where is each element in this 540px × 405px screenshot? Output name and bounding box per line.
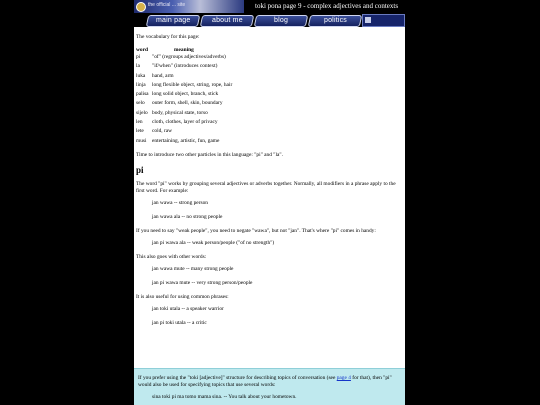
vocab-header-word: word — [136, 46, 148, 53]
tip-example: sina toki pi ma tomo mama sina. -- You talk about your hometown. — [152, 394, 297, 400]
vocab-header-meaning: meaning — [174, 46, 194, 53]
page-title: toki pona page 9 - complex adjectives and contexts — [255, 2, 399, 10]
vocab-row: palisa long solid object, branch, stick — [136, 91, 219, 98]
logo-label: the official ... site — [148, 2, 186, 8]
site-logo[interactable] — [134, 0, 244, 13]
vocab-row: selo outer form, shell, skin, boundary — [136, 100, 223, 107]
broken-image-icon — [365, 17, 371, 23]
section-heading-pi: pi — [136, 164, 144, 175]
nav-blog[interactable]: blog — [254, 15, 309, 27]
vocab-row: la "if/when" (introduces context) — [136, 63, 218, 70]
pi-paragraph: The word "pi" works by grouping several adjectives or adverbs together. Normally, all modifiers in a phrase apply to the first word. For example: — [136, 180, 396, 194]
example-line: jan toki utala -- a speaker warrior — [152, 305, 224, 312]
example-line: jan wawa mute -- many strong people — [152, 265, 234, 272]
example-line: jan wawa ala -- no strong people — [152, 213, 223, 220]
example-line: jan pi wawa ala -- weak person/people ("of no strength") — [152, 239, 275, 246]
banner — [134, 0, 405, 13]
vocab-row: sijelo body, physical state, torso — [136, 109, 208, 116]
page-4-link[interactable]: page 4 — [336, 375, 351, 381]
pi-paragraph: It is also useful for using common phrases: — [136, 293, 229, 300]
nav-bar — [134, 13, 405, 27]
vocab-row: lete cold, raw — [136, 128, 173, 135]
emblem-icon — [136, 2, 146, 12]
vocab-row: len cloth, clothes, layer of privacy — [136, 119, 218, 126]
vocab-row: musi entertaining, artistic, fun, game — [136, 137, 220, 144]
main-content — [134, 27, 405, 405]
page-frame — [134, 0, 405, 405]
tip-box — [134, 368, 405, 405]
nav-about-me[interactable]: about me — [200, 15, 255, 27]
pi-paragraph: If you need to say "weak people", you need to negate "wawa", but not "jan". That's where "pi" comes in handy: — [136, 227, 376, 234]
example-line: jan wawa -- strong person — [152, 199, 208, 206]
vocab-row: luka hand, arm — [136, 72, 174, 79]
vocab-table — [136, 46, 234, 147]
example-line: jan pi wawa mute -- very strong person/people — [152, 279, 253, 286]
vocab-intro: The vocabulary for this page: — [136, 34, 200, 40]
pi-paragraph: This also goes with other words: — [136, 253, 207, 260]
vocab-row: pi "of" (regroups adjectives/adverbs) — [136, 54, 226, 60]
tip-paragraph: If you prefer using the "toki [adjective]" structure for describing topics of conversation (see page 4 for that), then "pi" would also be used for specifying topics that use several words: — [138, 375, 392, 388]
nav-politics[interactable]: politics — [308, 15, 363, 27]
nav-main-page[interactable]: main page — [146, 15, 201, 27]
vocab-row: linja long flexible object, string, rope, hair — [136, 81, 233, 88]
nav-image-button[interactable] — [362, 14, 405, 27]
particles-intro: Time to introduce two other particles in this language: "pi" and "la". — [136, 151, 283, 158]
example-line: jan pi toki utala -- a critic — [152, 319, 207, 326]
